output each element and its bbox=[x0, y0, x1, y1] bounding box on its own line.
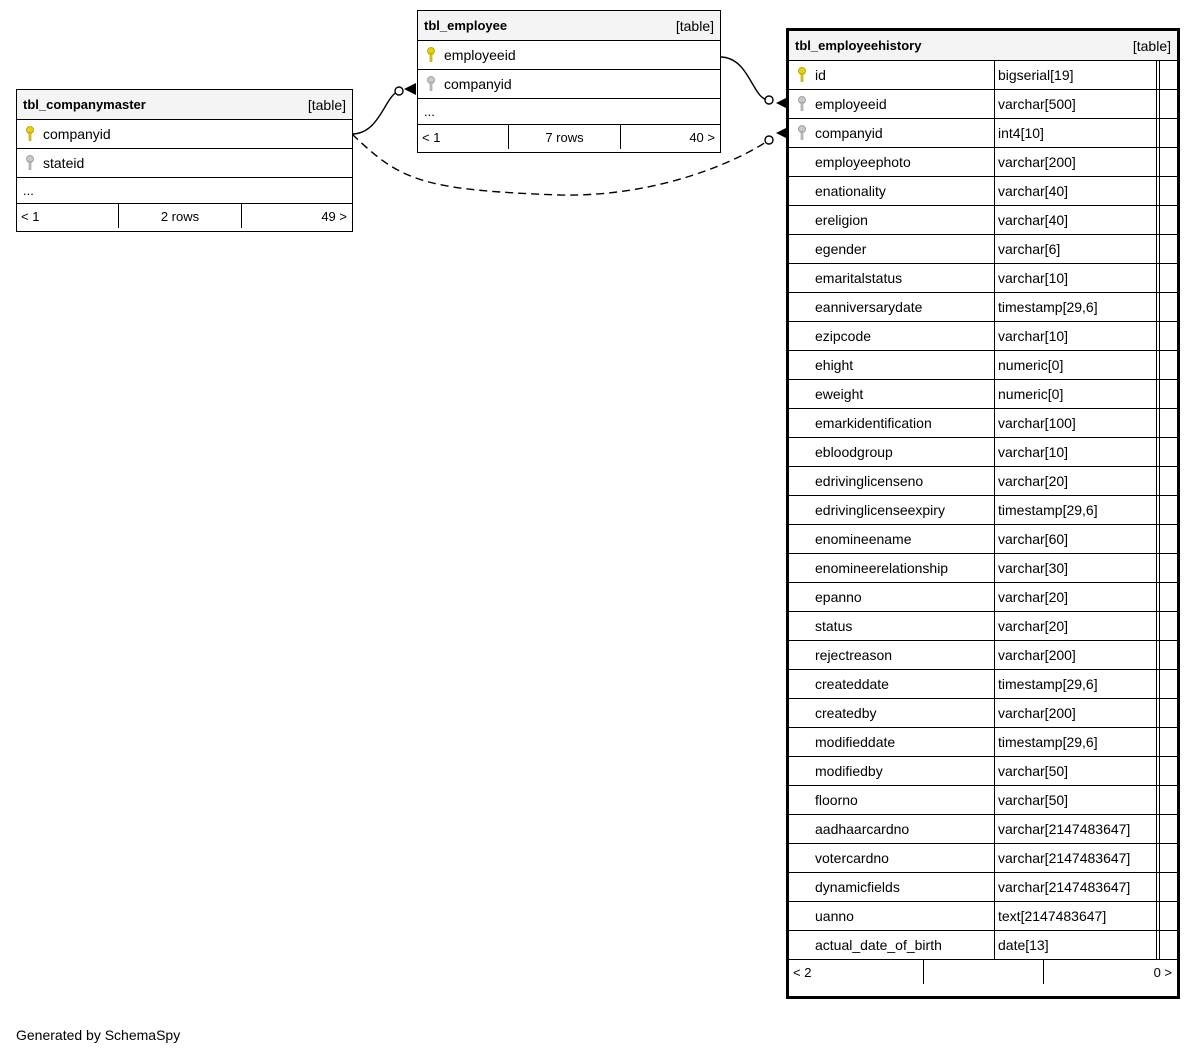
column-name: rejectreason bbox=[815, 647, 893, 663]
no-key-spacer bbox=[797, 908, 811, 924]
foreign-key-icon bbox=[25, 155, 39, 171]
column-row[interactable] bbox=[789, 438, 1177, 467]
column-name: ebloodgroup bbox=[815, 444, 893, 460]
column-name: companyid bbox=[444, 76, 512, 92]
column-type: numeric[0] bbox=[995, 351, 1157, 379]
column-name: enationality bbox=[815, 183, 886, 199]
column-name: egender bbox=[815, 241, 867, 257]
no-key-spacer bbox=[797, 386, 811, 402]
no-key-spacer bbox=[797, 560, 811, 576]
column-name: employeephoto bbox=[815, 154, 911, 170]
column-type: varchar[50] bbox=[995, 757, 1157, 785]
no-key-spacer bbox=[797, 183, 811, 199]
no-key-spacer bbox=[797, 937, 811, 953]
table-employee[interactable] bbox=[417, 10, 721, 153]
no-key-spacer bbox=[797, 328, 811, 344]
footer-parents[interactable]: < 2 bbox=[789, 960, 924, 984]
column-name: stateid bbox=[43, 155, 85, 171]
column-type: varchar[6] bbox=[995, 235, 1157, 263]
column-name: floorno bbox=[815, 792, 858, 808]
column-row[interactable] bbox=[789, 844, 1177, 873]
no-key-spacer bbox=[797, 415, 811, 431]
column-name: dynamicfields bbox=[815, 879, 900, 895]
no-key-spacer bbox=[797, 212, 811, 228]
edge-companymaster-employee bbox=[352, 91, 399, 134]
column-row[interactable] bbox=[789, 293, 1177, 322]
generated-by-label: Generated by SchemaSpy bbox=[16, 1027, 181, 1043]
column-type: varchar[200] bbox=[995, 699, 1157, 727]
column-name: emarkidentification bbox=[815, 415, 932, 431]
column-name: employeeid bbox=[444, 47, 516, 63]
no-key-spacer bbox=[797, 792, 811, 808]
column-row[interactable] bbox=[789, 728, 1177, 757]
primary-key-icon bbox=[797, 67, 811, 83]
column-row[interactable] bbox=[789, 409, 1177, 438]
column-row[interactable] bbox=[789, 931, 1177, 960]
column-type: varchar[10] bbox=[995, 322, 1157, 350]
footer-children[interactable]: 49 > bbox=[321, 208, 347, 224]
footer-rows: 2 rows bbox=[119, 204, 242, 228]
column-type: date[13] bbox=[995, 931, 1157, 959]
column-type: varchar[30] bbox=[995, 554, 1157, 582]
edge-employee-history-zero bbox=[765, 96, 773, 104]
footer-parents[interactable]: < 1 bbox=[418, 125, 509, 149]
no-key-spacer bbox=[797, 241, 811, 257]
table-employeehistory[interactable] bbox=[786, 28, 1180, 999]
column-type: varchar[200] bbox=[995, 641, 1157, 669]
column-list[interactable] bbox=[789, 61, 1177, 960]
column-name: status bbox=[815, 618, 853, 634]
footer-rows: 7 rows bbox=[509, 125, 621, 149]
table-name: tbl_employee bbox=[424, 18, 508, 33]
column-name: companyid bbox=[43, 126, 111, 142]
column-type: varchar[50] bbox=[995, 786, 1157, 814]
table-header bbox=[17, 90, 352, 120]
column-type: varchar[40] bbox=[995, 177, 1157, 205]
column-row[interactable] bbox=[789, 786, 1177, 815]
column-type: varchar[2147483647] bbox=[995, 873, 1157, 901]
no-key-spacer bbox=[797, 299, 811, 315]
column-name: id bbox=[815, 67, 826, 83]
column-row[interactable] bbox=[789, 206, 1177, 235]
column-type: bigserial[19] bbox=[995, 61, 1157, 89]
column-row[interactable] bbox=[789, 496, 1177, 525]
table-kind: [table] bbox=[1132, 37, 1171, 54]
column-name: createdby bbox=[815, 705, 877, 721]
no-key-spacer bbox=[797, 502, 811, 518]
column-type: varchar[2147483647] bbox=[995, 844, 1157, 872]
table-header bbox=[789, 31, 1177, 61]
column-name: eweight bbox=[815, 386, 864, 402]
column-name: modifiedby bbox=[815, 763, 883, 779]
edge-employee-history bbox=[720, 57, 769, 100]
column-row[interactable] bbox=[789, 322, 1177, 351]
column-row[interactable] bbox=[789, 757, 1177, 786]
column-name: uanno bbox=[815, 908, 854, 924]
column-name: createddate bbox=[815, 676, 889, 692]
column-row[interactable] bbox=[789, 235, 1177, 264]
more-columns-ellipsis: ... bbox=[17, 178, 352, 204]
no-key-spacer bbox=[797, 879, 811, 895]
column-row[interactable] bbox=[789, 815, 1177, 844]
no-key-spacer bbox=[797, 647, 811, 663]
column-row[interactable] bbox=[789, 612, 1177, 641]
column-row[interactable] bbox=[17, 120, 352, 149]
column-name: employeeid bbox=[815, 96, 887, 112]
table-name: tbl_employeehistory bbox=[795, 38, 922, 53]
edge-companymaster-employee-zero bbox=[395, 87, 403, 95]
more-columns-ellipsis: ... bbox=[418, 99, 720, 125]
no-key-spacer bbox=[797, 618, 811, 634]
column-type: varchar[20] bbox=[995, 612, 1157, 640]
column-row[interactable] bbox=[418, 70, 720, 99]
column-type: varchar[200] bbox=[995, 148, 1157, 176]
column-type: varchar[20] bbox=[995, 583, 1157, 611]
no-key-spacer bbox=[797, 531, 811, 547]
column-name: aadhaarcardno bbox=[815, 821, 910, 837]
column-name: ereligion bbox=[815, 212, 868, 228]
no-key-spacer bbox=[797, 821, 811, 837]
column-row[interactable] bbox=[789, 148, 1177, 177]
column-name: epanno bbox=[815, 589, 862, 605]
table-header bbox=[418, 11, 720, 41]
column-row[interactable] bbox=[789, 177, 1177, 206]
no-key-spacer bbox=[797, 589, 811, 605]
column-name: modifieddate bbox=[815, 734, 896, 750]
primary-key-icon bbox=[426, 47, 440, 63]
column-name: votercardno bbox=[815, 850, 889, 866]
column-type: varchar[2147483647] bbox=[995, 815, 1157, 843]
footer-children[interactable]: 40 > bbox=[689, 129, 715, 145]
no-key-spacer bbox=[797, 473, 811, 489]
table-kind: [table] bbox=[307, 96, 346, 113]
column-row[interactable] bbox=[789, 670, 1177, 699]
column-name: eanniversarydate bbox=[815, 299, 923, 315]
column-type: timestamp[29,6] bbox=[995, 293, 1157, 321]
column-row[interactable] bbox=[789, 351, 1177, 380]
footer-children[interactable]: 0 > bbox=[1153, 964, 1172, 980]
column-row[interactable] bbox=[789, 902, 1177, 931]
column-type: varchar[10] bbox=[995, 438, 1157, 466]
no-key-spacer bbox=[797, 763, 811, 779]
column-type: text[2147483647] bbox=[995, 902, 1157, 930]
column-type: varchar[40] bbox=[995, 206, 1157, 234]
column-name: enomineerelationship bbox=[815, 560, 949, 576]
table-footer bbox=[418, 125, 720, 149]
column-row[interactable] bbox=[789, 873, 1177, 902]
no-key-spacer bbox=[797, 676, 811, 692]
column-row[interactable] bbox=[789, 264, 1177, 293]
column-name: edrivinglicenseexpiry bbox=[815, 502, 945, 518]
column-type: varchar[20] bbox=[995, 467, 1157, 495]
primary-key-icon bbox=[25, 126, 39, 142]
edge-companymaster-employee-crowfoot bbox=[404, 83, 416, 95]
edge-companymaster-history-zero bbox=[765, 136, 773, 144]
foreign-key-icon bbox=[797, 96, 811, 112]
column-name: companyid bbox=[815, 125, 883, 141]
table-companymaster[interactable] bbox=[16, 89, 353, 232]
column-type: timestamp[29,6] bbox=[995, 728, 1157, 756]
column-type: timestamp[29,6] bbox=[995, 496, 1157, 524]
column-type: numeric[0] bbox=[995, 380, 1157, 408]
column-row[interactable] bbox=[418, 41, 720, 70]
column-name: actual_date_of_birth bbox=[815, 937, 942, 953]
column-name: enomineename bbox=[815, 531, 912, 547]
no-key-spacer bbox=[797, 154, 811, 170]
column-type: varchar[60] bbox=[995, 525, 1157, 553]
no-key-spacer bbox=[797, 850, 811, 866]
no-key-spacer bbox=[797, 270, 811, 286]
column-row[interactable] bbox=[789, 467, 1177, 496]
column-row[interactable] bbox=[789, 525, 1177, 554]
column-row[interactable] bbox=[789, 641, 1177, 670]
column-type: varchar[500] bbox=[995, 90, 1157, 118]
no-key-spacer bbox=[797, 705, 811, 721]
column-row[interactable] bbox=[789, 699, 1177, 728]
table-name: tbl_companymaster bbox=[23, 97, 146, 112]
table-footer bbox=[789, 960, 1177, 984]
column-row[interactable] bbox=[789, 90, 1177, 119]
column-name: ezipcode bbox=[815, 328, 872, 344]
column-type: varchar[100] bbox=[995, 409, 1157, 437]
foreign-key-icon bbox=[797, 125, 811, 141]
column-row[interactable] bbox=[789, 583, 1177, 612]
column-type: varchar[10] bbox=[995, 264, 1157, 292]
no-key-spacer bbox=[797, 444, 811, 460]
column-row[interactable] bbox=[789, 61, 1177, 90]
column-scrollbar[interactable] bbox=[1159, 61, 1177, 960]
column-name: emaritalstatus bbox=[815, 270, 903, 286]
column-row[interactable] bbox=[789, 554, 1177, 583]
column-type: int4[10] bbox=[995, 119, 1157, 147]
footer-rows bbox=[924, 960, 1044, 984]
table-footer bbox=[17, 204, 352, 228]
no-key-spacer bbox=[797, 734, 811, 750]
column-name: ehight bbox=[815, 357, 854, 373]
table-kind: [table] bbox=[675, 17, 714, 34]
column-row[interactable] bbox=[789, 119, 1177, 148]
column-type: timestamp[29,6] bbox=[995, 670, 1157, 698]
column-row[interactable] bbox=[789, 380, 1177, 409]
footer-parents[interactable]: < 1 bbox=[17, 204, 119, 228]
no-key-spacer bbox=[797, 357, 811, 373]
column-row[interactable] bbox=[17, 149, 352, 178]
foreign-key-icon bbox=[426, 76, 440, 92]
column-name: edrivinglicenseno bbox=[815, 473, 924, 489]
